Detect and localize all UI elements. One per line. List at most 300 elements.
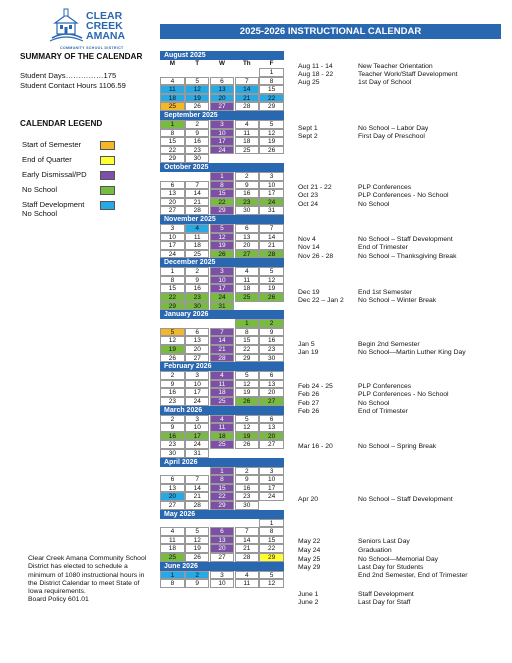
event-description: Last Day for Staff (358, 599, 411, 606)
month-header: April 2026 (160, 458, 284, 467)
week-row (160, 120, 284, 129)
event-description: New Teacher Orientation (358, 63, 433, 70)
day-cell: 24 (185, 440, 209, 449)
day-cell: 23 (235, 198, 259, 207)
event-date: Aug 11 - 14 (298, 63, 333, 70)
event-date: Aug 25 (298, 79, 320, 86)
day-cell: 7 (235, 527, 259, 536)
day-cell: 20 (160, 198, 184, 207)
week-row (160, 397, 284, 406)
day-cell: 16 (160, 388, 184, 397)
event-description: No School – Staff Development (358, 496, 453, 503)
legend-label: Start of Semester (22, 140, 82, 149)
weekday-header-row (160, 60, 284, 68)
summary-heading: SUMMARY OF THE CALENDAR (20, 52, 143, 61)
day-cell: 26 (210, 250, 234, 259)
day-cell (210, 449, 234, 458)
event-date: Sept 1 (298, 125, 318, 132)
day-cell: 4 (235, 571, 259, 580)
day-cell: 3 (210, 571, 234, 580)
day-cell: 8 (160, 276, 184, 285)
week-row (160, 519, 284, 528)
event-description: PLP Conferences - No School (358, 192, 449, 199)
month-header: September 2025 (160, 111, 284, 120)
day-cell: 15 (160, 137, 184, 146)
day-cell: 1 (160, 571, 184, 580)
event-description: End of Trimester (358, 408, 408, 415)
day-cell: 6 (185, 328, 209, 337)
event-description: PLP Conferences - No School (358, 391, 449, 398)
day-cell: 15 (259, 536, 283, 545)
day-cell: 6 (259, 371, 283, 380)
day-cell: 8 (259, 527, 283, 536)
day-cell: 16 (235, 189, 259, 198)
week-row (160, 449, 284, 458)
day-cell: 8 (210, 475, 234, 484)
event-description: PLP Conferences (358, 383, 412, 390)
day-cell (185, 68, 209, 77)
day-cell: 1 (259, 68, 283, 77)
day-cell: 9 (235, 181, 259, 190)
day-cell: 13 (235, 233, 259, 242)
day-cell: 4 (160, 77, 184, 86)
event-description: No School (358, 400, 390, 407)
day-cell: 19 (160, 345, 184, 354)
day-cell: 21 (185, 492, 209, 501)
day-cell (160, 319, 184, 328)
day-cell: 4 (210, 415, 234, 424)
day-cell: 2 (160, 371, 184, 380)
day-cell: 30 (185, 154, 209, 163)
week-row (160, 527, 284, 536)
event-date: Apr 20 (298, 496, 319, 503)
day-cell: 30 (259, 354, 283, 363)
day-cell: 6 (160, 475, 184, 484)
day-cell: 7 (259, 224, 283, 233)
day-cell: 20 (210, 94, 234, 103)
day-cell: 19 (235, 388, 259, 397)
month-header: October 2025 (160, 163, 284, 172)
day-cell: 6 (160, 181, 184, 190)
week-row (160, 492, 284, 501)
day-cell: 16 (185, 284, 209, 293)
event-date: Feb 24 - 25 (298, 383, 333, 390)
day-cell: 22 (210, 198, 234, 207)
week-row (160, 284, 284, 293)
day-cell: 8 (235, 328, 259, 337)
day-cell: 1 (160, 120, 184, 129)
weekday-label: Th (242, 60, 251, 67)
day-cell: 1 (235, 319, 259, 328)
day-cell: 14 (185, 484, 209, 493)
day-cell: 22 (210, 492, 234, 501)
day-cell: 5 (259, 571, 283, 580)
day-cell: 3 (185, 415, 209, 424)
day-cell: 12 (259, 579, 283, 588)
day-cell (235, 302, 259, 311)
day-cell: 21 (235, 544, 259, 553)
day-cell: 3 (210, 120, 234, 129)
district-logo (48, 8, 138, 50)
event-description: No School – Thanksgiving Break (358, 253, 457, 260)
day-cell: 8 (160, 579, 184, 588)
day-cell: 29 (259, 102, 283, 111)
day-cell: 26 (235, 440, 259, 449)
event-description: No School – Spring Break (358, 443, 437, 450)
week-row (160, 336, 284, 345)
event-date: Oct 21 - 22 (298, 184, 332, 191)
day-cell: 7 (185, 181, 209, 190)
day-cell: 19 (185, 544, 209, 553)
event-date: May 22 (298, 538, 321, 545)
day-cell: 28 (185, 206, 209, 215)
day-cell: 2 (235, 467, 259, 476)
day-cell: 11 (210, 380, 234, 389)
day-cell: 15 (235, 336, 259, 345)
day-cell: 23 (185, 293, 209, 302)
day-cell: 28 (210, 354, 234, 363)
event-description: No School – Winter Break (358, 297, 437, 304)
event-description: Last Day for Students (358, 564, 424, 571)
day-cell: 27 (185, 354, 209, 363)
schoolhouse-icon (48, 8, 84, 42)
day-cell: 11 (235, 276, 259, 285)
week-row (160, 319, 284, 328)
week-row (160, 345, 284, 354)
legend-swatch (100, 201, 115, 210)
day-cell: 20 (210, 544, 234, 553)
day-cell: 4 (235, 120, 259, 129)
day-cell (235, 68, 259, 77)
day-cell: 12 (210, 233, 234, 242)
day-cell (185, 519, 209, 528)
event-description: No School – Staff Development (358, 236, 453, 243)
day-cell: 27 (210, 553, 234, 562)
day-cell: 11 (235, 129, 259, 138)
week-row (160, 536, 284, 545)
day-cell: 22 (259, 544, 283, 553)
week-row (160, 440, 284, 449)
week-row (160, 302, 284, 311)
legend-label: No School (22, 185, 58, 194)
day-cell: 10 (185, 423, 209, 432)
day-cell: 11 (160, 536, 184, 545)
day-cell (235, 449, 259, 458)
day-cell: 11 (160, 85, 184, 94)
day-cell: 25 (160, 553, 184, 562)
month-header: November 2025 (160, 215, 284, 224)
event-date: May 24 (298, 547, 321, 554)
day-cell: 3 (259, 172, 283, 181)
day-cell: 10 (210, 579, 234, 588)
event-description: End 2nd Semester, End of Trimester (358, 572, 468, 579)
day-cell: 2 (185, 120, 209, 129)
calendar-title: 2025-2026 INSTRUCTIONAL CALENDAR (160, 24, 501, 39)
day-cell: 29 (235, 354, 259, 363)
day-cell (259, 501, 283, 510)
week-row (160, 354, 284, 363)
event-description: Teacher Work/Staff Development (358, 71, 458, 78)
day-cell: 28 (235, 102, 259, 111)
day-cell: 20 (185, 345, 209, 354)
day-cell: 16 (185, 137, 209, 146)
day-cell: 7 (185, 475, 209, 484)
day-cell: 1 (210, 172, 234, 181)
district-note (28, 555, 150, 605)
event-date: Dec 22 – Jan 2 (298, 297, 344, 304)
event-description: 1st Day of School (358, 79, 412, 86)
day-cell: 29 (210, 206, 234, 215)
week-row (160, 328, 284, 337)
day-cell: 30 (185, 302, 209, 311)
day-cell: 14 (210, 336, 234, 345)
week-row (160, 475, 284, 484)
day-cell: 28 (259, 250, 283, 259)
day-cell: 13 (259, 423, 283, 432)
day-cell: 25 (210, 440, 234, 449)
day-cell: 15 (210, 484, 234, 493)
day-cell: 16 (259, 336, 283, 345)
day-cell: 20 (160, 492, 184, 501)
day-cell: 14 (259, 233, 283, 242)
day-cell (160, 172, 184, 181)
day-cell (185, 172, 209, 181)
event-date: Mar 16 - 20 (298, 443, 333, 450)
day-cell: 8 (259, 77, 283, 86)
day-cell (210, 519, 234, 528)
week-row (160, 501, 284, 510)
event-description: Graduation (358, 547, 392, 554)
day-cell: 23 (259, 345, 283, 354)
day-cell: 19 (185, 94, 209, 103)
event-date: Oct 23 (298, 192, 319, 199)
day-cell: 9 (235, 475, 259, 484)
student-days: Student Days……………175 (20, 71, 117, 80)
day-cell: 12 (235, 423, 259, 432)
week-row (160, 571, 284, 580)
day-cell: 1 (160, 267, 184, 276)
day-cell: 5 (259, 267, 283, 276)
day-cell: 16 (160, 432, 184, 441)
day-cell: 12 (259, 276, 283, 285)
day-cell: 9 (160, 423, 184, 432)
weekday-label: W (219, 60, 225, 67)
week-row (160, 85, 284, 94)
day-cell: 17 (185, 432, 209, 441)
day-cell: 22 (259, 94, 283, 103)
day-cell: 18 (185, 241, 209, 250)
day-cell (210, 68, 234, 77)
event-date: Jan 5 (298, 341, 315, 348)
event-date: Feb 26 (298, 391, 320, 398)
event-date: Nov 14 (298, 244, 320, 251)
day-cell: 10 (160, 233, 184, 242)
event-description: Begin 2nd Semester (358, 341, 420, 348)
day-cell: 9 (259, 328, 283, 337)
logo-text-clear: CLEAR (86, 10, 123, 22)
day-cell: 27 (259, 440, 283, 449)
day-cell: 8 (160, 129, 184, 138)
day-cell: 30 (235, 206, 259, 215)
day-cell: 9 (160, 380, 184, 389)
day-cell: 25 (235, 146, 259, 155)
week-row (160, 250, 284, 259)
day-cell (160, 467, 184, 476)
week-row (160, 154, 284, 163)
legend-label: End of Quarter (22, 155, 72, 164)
week-row (160, 206, 284, 215)
day-cell: 21 (259, 241, 283, 250)
day-cell: 31 (259, 206, 283, 215)
day-cell: 12 (185, 85, 209, 94)
day-cell: 13 (160, 484, 184, 493)
legend-swatch (100, 156, 115, 165)
day-cell: 26 (235, 397, 259, 406)
day-cell (185, 467, 209, 476)
week-row (160, 77, 284, 86)
legend-label: Early Dismissal/PD (22, 170, 87, 179)
day-cell: 19 (235, 432, 259, 441)
day-cell: 10 (210, 276, 234, 285)
event-date: May 29 (298, 564, 321, 571)
day-cell: 17 (259, 484, 283, 493)
day-cell: 3 (210, 267, 234, 276)
day-cell (235, 154, 259, 163)
event-date: May 25 (298, 556, 321, 563)
day-cell: 25 (235, 293, 259, 302)
legend-heading: CALENDAR LEGEND (20, 119, 103, 128)
day-cell: 24 (259, 198, 283, 207)
day-cell: 5 (160, 328, 184, 337)
week-row (160, 146, 284, 155)
event-date: June 1 (298, 591, 319, 598)
week-row (160, 172, 284, 181)
day-cell: 18 (160, 94, 184, 103)
day-cell: 18 (160, 544, 184, 553)
day-cell: 18 (210, 432, 234, 441)
day-cell: 5 (235, 371, 259, 380)
day-cell (185, 319, 209, 328)
day-cell: 3 (259, 467, 283, 476)
week-row (160, 553, 284, 562)
day-cell: 20 (259, 388, 283, 397)
day-cell: 14 (235, 85, 259, 94)
day-cell: 18 (210, 388, 234, 397)
week-row (160, 371, 284, 380)
day-cell: 2 (160, 415, 184, 424)
week-row (160, 380, 284, 389)
event-date: Nov 4 (298, 236, 316, 243)
day-cell: 29 (210, 501, 234, 510)
week-row (160, 579, 284, 588)
day-cell: 17 (160, 241, 184, 250)
day-cell: 14 (185, 189, 209, 198)
month-header: January 2026 (160, 310, 284, 319)
day-cell (259, 449, 283, 458)
event-description: First Day of Preschool (358, 133, 425, 140)
week-row (160, 137, 284, 146)
day-cell: 27 (210, 102, 234, 111)
day-cell (210, 154, 234, 163)
day-cell: 7 (210, 328, 234, 337)
week-row (160, 415, 284, 424)
day-cell: 12 (259, 129, 283, 138)
event-description: No School—Martin Luther King Day (358, 349, 466, 356)
day-cell: 3 (185, 371, 209, 380)
day-cell (160, 519, 184, 528)
day-cell: 12 (235, 380, 259, 389)
day-cell: 5 (185, 527, 209, 536)
day-cell (160, 68, 184, 77)
day-cell: 17 (210, 284, 234, 293)
day-cell: 10 (259, 181, 283, 190)
day-cell: 4 (210, 371, 234, 380)
day-cell: 11 (235, 579, 259, 588)
day-cell: 2 (185, 267, 209, 276)
day-cell: 23 (160, 397, 184, 406)
legend-label: Staff Development No School (22, 200, 85, 218)
week-row (160, 293, 284, 302)
day-cell: 5 (235, 415, 259, 424)
day-cell: 21 (210, 345, 234, 354)
day-cell: 22 (160, 293, 184, 302)
day-cell: 17 (259, 189, 283, 198)
event-description: Staff Development (358, 591, 414, 598)
day-cell: 5 (185, 77, 209, 86)
day-cell: 19 (210, 241, 234, 250)
event-description: No School—Memorial Day (358, 556, 439, 563)
legend-swatch (100, 171, 115, 180)
calendar-grid (160, 51, 284, 588)
day-cell: 25 (160, 102, 184, 111)
day-cell: 27 (235, 250, 259, 259)
day-cell: 13 (210, 85, 234, 94)
day-cell: 29 (160, 302, 184, 311)
day-cell (235, 519, 259, 528)
week-row (160, 233, 284, 242)
day-cell: 18 (235, 284, 259, 293)
day-cell: 24 (210, 146, 234, 155)
day-cell: 25 (210, 397, 234, 406)
day-cell: 9 (185, 129, 209, 138)
day-cell (259, 154, 283, 163)
week-row (160, 198, 284, 207)
day-cell: 12 (160, 336, 184, 345)
day-cell: 17 (210, 137, 234, 146)
event-date: Dec 19 (298, 289, 320, 296)
weekday-label: F (269, 60, 274, 67)
logo-text-amana: AMANA (86, 30, 126, 42)
month-header: February 2026 (160, 362, 284, 371)
event-date: Feb 26 (298, 408, 320, 415)
day-cell: 20 (259, 432, 283, 441)
day-cell: 13 (185, 336, 209, 345)
day-cell: 19 (259, 284, 283, 293)
week-row (160, 544, 284, 553)
day-cell: 7 (235, 77, 259, 86)
day-cell: 25 (185, 250, 209, 259)
day-cell (259, 302, 283, 311)
legend-swatch (100, 141, 115, 150)
day-cell: 22 (235, 345, 259, 354)
day-cell: 10 (185, 380, 209, 389)
day-cell: 27 (160, 501, 184, 510)
event-date: Feb 27 (298, 400, 320, 407)
day-cell: 15 (210, 189, 234, 198)
day-cell: 6 (210, 527, 234, 536)
event-date: Oct 24 (298, 201, 319, 208)
month-header: December 2025 (160, 258, 284, 267)
